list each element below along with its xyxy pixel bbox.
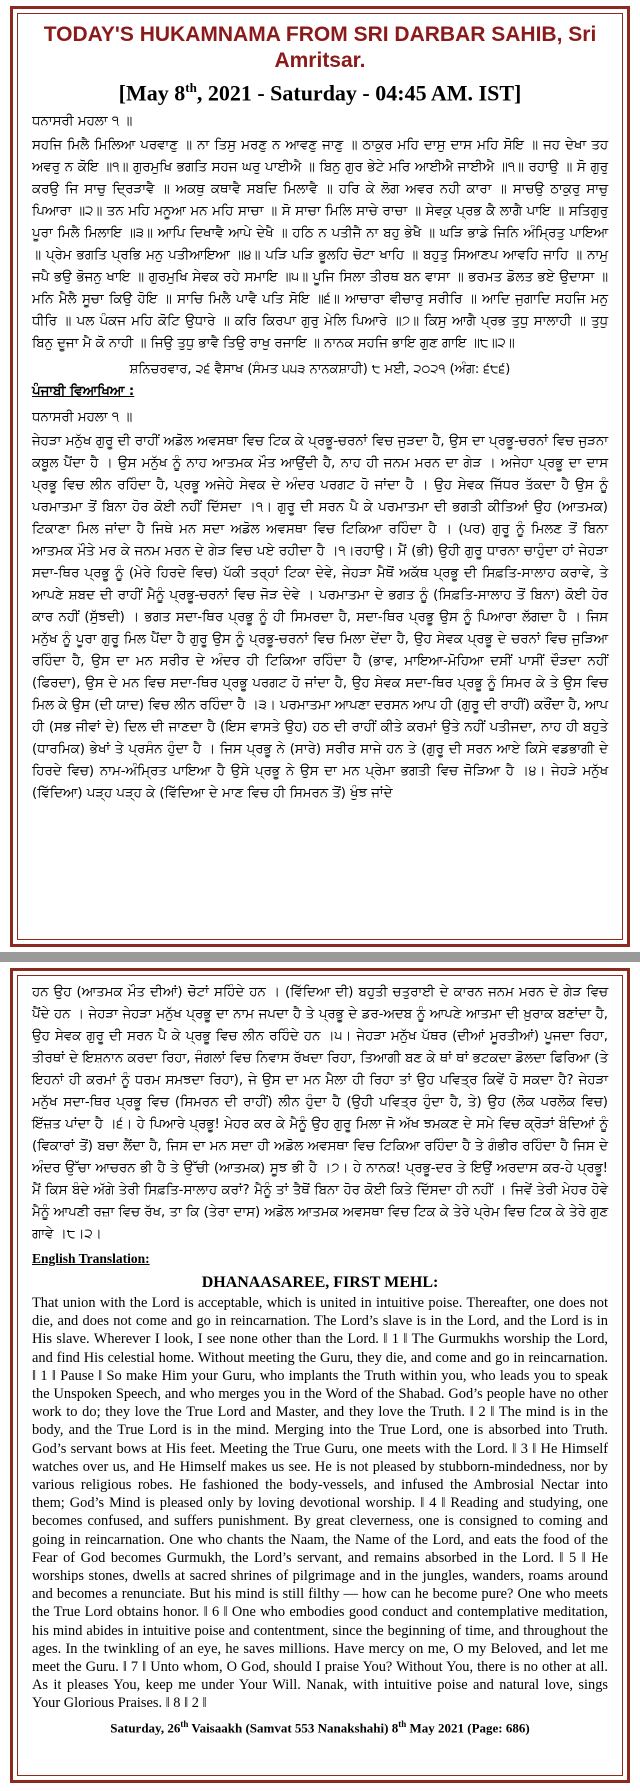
english-date-c: May 2021 (Page: 686) [406,1720,530,1735]
gurmukhi-date-line: ਸ਼ਨਿਚਰਵਾਰ, ੨੬ ਵੈਸਾਖ (ਸੰਮਤ ੫੫੩ ਨਾਨਕਸ਼ਾਹੀ) ੮ ਮਈ, ੨੦੨੧ (ਅੰਗ: ੬੮੬) [129,362,511,378]
date-header-suffix: , 2021 - Saturday - 04:45 AM. IST] [196,80,522,106]
date-header [32,74,608,107]
english-date-b: Vaisaakh (Samvat 553 Nanakshahi) 8 [188,1720,399,1735]
english-date-line [32,1715,608,1737]
english-date-a: Saturday, 26 [110,1720,181,1735]
punjabi-explanation-label: ਪੰਜਾਬੀ ਵਿਆਖਿਆ : [32,384,135,400]
bottom-panel [10,968,630,1783]
punjabi-explanation-text-part2: ਹਨ ਉਹ (ਆਤਮਕ ਮੌਤ ਦੀਆਂ) ਚੋਟਾਂ ਸਹਿੰਦੇ ਹਨ । (ਵਿੱਦਿਆ ਦੀ) ਬਹੁਤੀ ਚਤੁਰਾਈ ਦੇ ਕਾਰਨ ਜਨਮ ਮਰਨ ਦੇ ਗੇੜ ਵਿਚ ਪੈਂਦੇ ਹਨ । ਜੇਹੜਾ ਜੇਹੜਾ ਮਨੁੱਖ ਪ੍ਰਭੂ ਦਾ ਨਾਮ ਜਪਦਾ ਹੈ ਤੇ ਪ੍ਰਭੂ ਦੇ ਡਰ-ਅਦਬ ਨੂੰ ਆਪਣੇ ਆਤਮਾ ਦੀ ਖ਼ੁਰਾਕ ਬਣਾਂਦਾ ਹੈ, ਉਹ ਸੇਵਕ ਗੁਰੂ ਦੀ ਸਰਨ ਪੈ ਕੇ ਪ੍ਰਭੂ ਵਿਚ ਲੀਨ ਰਹਿੰਦੇ ਹਨ ।੫। ਜੇਹੜਾ ਮਨੁੱਖ ਪੱਥਰ (ਦੀਆਂ ਮੂਰਤੀਆਂ) ਪੂਜਦਾ ਰਿਹਾ, ਤੀਰਥਾਂ ਦੇ ਇਸ਼ਨਾਨ ਕਰਦਾ ਰਿਹਾ, ਜੰਗਲਾਂ ਵਿਚ ਨਿਵਾਸ ਰੱਖਦਾ ਰਿਹਾ, ਤਿਆਗੀ ਬਣ ਕੇ ਥਾਂ ਥਾਂ ਭਟਕਦਾ ਡੋਲਦਾ ਫਿਰਿਆ (ਤੇ ਇਹਨਾਂ ਹੀ ਕਰਮਾਂ ਨੂੰ ਧਰਮ ਸਮਝਦਾ ਰਿਹਾ), ਜੇ ਉਸ ਦਾ ਮਨ ਮੈਲਾ ਹੀ ਰਿਹਾ ਤਾਂ ਉਹ ਪਵਿਤ੍ਰ ਕਿਵੇਂ ਹੋ ਸਕਦਾ ਹੈ? ਜੇਹੜਾ ਮਨੁੱਖ ਸਦਾ-ਥਿਰ ਪ੍ਰਭੂ ਵਿਚ (ਸਿਮਰਨ ਦੀ ਰਾਹੀਂ) ਲੀਨ ਹੁੰਦਾ ਹੈ (ਉਹੀ ਪਵਿਤ੍ਰ ਹੁੰਦਾ ਹੈ, ਤੇ) ਉਹ (ਲੋਕ ਪਰਲੋਕ ਵਿਚ) ਇੱਜ਼ਤ ਪਾਂਦਾ ਹੈ ।੬। ਹੇ ਪਿਆਰੇ ਪ੍ਰਭੂ! ਮੇਹਰ ਕਰ ਕੇ ਮੈਨੂੰ ਉਹ ਗੁਰੂ ਮਿਲਾ ਜੋ ਅੱਖ ਝਮਕਣ ਦੇ ਸਮੇ ਵਿਚ ਕ੍ਰੋੜਾਂ ਬੰਦਿਆਂ ਨੂੰ (ਵਿਕਾਰਾਂ ਤੋਂ) ਬਚਾ ਲੈਂਦਾ ਹੈ, ਜਿਸ ਦਾ ਮਨ ਸਦਾ ਹੀ ਅਡੋਲ ਅਵਸਥਾ ਵਿਚ ਟਿਕਿਆ ਰਹਿੰਦਾ ਹੈ ਤੇ ਗੰਭੀਰ ਰਹਿੰਦਾ ਹੈ ਜਿਸ ਦੇ ਅੰਦਰ ਉੱਚਾ ਆਚਰਨ ਭੀ ਹੈ ਤੇ ਉੱਚੀ (ਆਤਮਕ) ਸੂਝ ਭੀ ਹੈ ।੭। ਹੇ ਨਾਨਕ! ਪ੍ਰਭੂ-ਦਰ ਤੇ ਇਉਂ ਅਰਦਾਸ ਕਰ-ਹੇ ਪ੍ਰਭੂ! ਮੈਂ ਕਿਸ ਬੰਦੇ ਅੱਗੇ ਤੇਰੀ ਸਿਫ਼ਤਿ-ਸਾਲਾਹ ਕਰਾਂ? ਮੈਨੂੰ ਤਾਂ ਤੈਥੋਂ ਬਿਨਾ ਹੋਰ ਕੋਈ ਕਿਤੇ ਦਿੱਸਦਾ ਹੀ ਨਹੀਂ । ਜਿਵੇਂ ਤੇਰੀ ਮੇਹਰ ਹੋਵੇ ਮੈਨੂੰ ਆਪਣੀ ਰਜ਼ਾ ਵਿਚ ਰੱਖ, ਤਾ ਕਿ (ਤੇਰਾ ਦਾਸ) ਅਡੋਲ ਆਤਮਕ ਅਵਸਥਾ ਵਿਚ ਟਿਕ ਕੇ ਤੇਰੇ ਪ੍ਰੇਮ ਵਿਚ ਟਿਕ ਕੇ ਤੇਰੇ ਗੁਣ ਗਾਵੇ ।੮।੨। [32,985,608,1242]
date-header-prefix: [May 8 [118,80,186,106]
date-header-sup: th [185,80,197,95]
english-date-a-sup: th [180,1718,189,1729]
explanation-heading: ਧਨਾਸਰੀ ਮਹਲਾ ੧ ॥ [32,410,133,426]
hukamnama-text: ਸਹਜਿ ਮਿਲੈ ਮਿਲਿਆ ਪਰਵਾਣੁ ॥ ਨਾ ਤਿਸੁ ਮਰਣੁ ਨ ਆਵਣੁ ਜਾਣੁ ॥ ਠਾਕੁਰ ਮਹਿ ਦਾਸੁ ਦਾਸ ਮਹਿ ਸੋਇ ॥ ਜਹ ਦੇਖਾ ਤਹ ਅਵਰੁ ਨ ਕੋਇ ॥੧॥ ਗੁਰਮੁਖਿ ਭਗਤਿ ਸਹਜ ਘਰੁ ਪਾਈਐ ॥ ਬਿਨੁ ਗੁਰ ਭੇਟੇ ਮਰਿ ਆਈਐ ਜਾਈਐ ॥੧॥ ਰਹਾਉ ॥ ਸੋ ਗੁਰੁ ਕਰਉ ਜਿ ਸਾਚੁ ਦ੍ਰਿੜਾਵੈ ॥ ਅਕਥੁ ਕਥਾਵੈ ਸਬਦਿ ਮਿਲਾਵੈ ॥ ਹਰਿ ਕੇ ਲੋਗ ਅਵਰ ਨਹੀ ਕਾਰਾ ॥ ਸਾਚਉ ਠਾਕੁਰੁ ਸਾਚੁ ਪਿਆਰਾ ॥੨॥ ਤਨ ਮਹਿ ਮਨੂਆ ਮਨ ਮਹਿ ਸਾਚਾ ॥ ਸੋ ਸਾਚਾ ਮਿਲਿ ਸਾਚੇ ਰਾਚਾ ॥ ਸੇਵਕੁ ਪ੍ਰਭ ਕੈ ਲਾਗੈ ਪਾਇ ॥ ਸਤਿਗੁਰੁ ਪੂਰਾ ਮਿਲੈ ਮਿਲਾਇ ॥੩॥ ਆਪਿ ਦਿਖਾਵੈ ਆਪੇ ਦੇਖੈ ॥ ਹਠਿ ਨ ਪਤੀਜੈ ਨਾ ਬਹੁ ਭੇਖੈ ॥ ਘੜਿ ਭਾਡੇ ਜਿਨਿ ਅੰਮ੍ਰਿਤੁ ਪਾਇਆ ॥ ਪ੍ਰੇਮ ਭਗਤਿ ਪ੍ਰਭਿ ਮਨੁ ਪਤੀਆਇਆ ॥੪॥ ਪੜਿ ਪੜਿ ਭੂਲਹਿ ਚੋਟਾ ਖਾਹਿ ॥ ਬਹੁਤੁ ਸਿਆਣਪ ਆਵਹਿ ਜਾਹਿ ॥ ਨਾਮੁ ਜਪੈ ਭਉ ਭੋਜਨੁ ਖਾਇ ॥ ਗੁਰਮੁਖਿ ਸੇਵਕ ਰਹੇ ਸਮਾਇ ॥੫॥ ਪੂਜਿ ਸਿਲਾ ਤੀਰਥ ਬਨ ਵਾਸਾ ॥ ਭਰਮਤ ਡੋਲਤ ਭਏ ਉਦਾਸਾ ॥ ਮਨਿ ਮੈਲੈ ਸੂਚਾ ਕਿਉ ਹੋਇ ॥ ਸਾਚਿ ਮਿਲੈ ਪਾਵੈ ਪਤਿ ਸੋਇ ॥੬॥ ਆਚਾਰਾ ਵੀਚਾਰੁ ਸਰੀਰਿ ॥ ਆਦਿ ਜੁਗਾਦਿ ਸਹਜਿ ਮਨੁ ਧੀਰਿ ॥ ਪਲ ਪੰਕਜ ਮਹਿ ਕੋਟਿ ਉਧਾਰੇ ॥ ਕਰਿ ਕਿਰਪਾ ਗੁਰੁ ਮੇਲਿ ਪਿਆਰੇ ॥੭॥ ਕਿਸੁ ਆਗੈ ਪ੍ਰਭ ਤੁਧੁ ਸਾਲਾਹੀ ॥ ਤੁਧੁ ਬਿਨੁ ਦੂਜਾ ਮੈ ਕੋ ਨਾਹੀ ॥ ਜਿਉ ਤੁਧੁ ਭਾਵੈ ਤਿਉ ਰਾਖੁ ਰਜਾਇ ॥ ਨਾਨਕ ਸਹਜਿ ਭਾਇ ਗੁਣ ਗਾਇ ॥੮॥੨॥ [32,138,608,352]
english-translation-label: English Translation: [32,1251,150,1266]
page-title: TODAY'S HUKAMNAMA FROM SRI DARBAR SAHIB, Sri Amritsar. [43,23,597,72]
punjabi-explanation-text-part1: ਜੇਹੜਾ ਮਨੁੱਖ ਗੁਰੂ ਦੀ ਰਾਹੀਂ ਅਡੋਲ ਅਵਸਥਾ ਵਿਚ ਟਿਕ ਕੇ ਪ੍ਰਭੂ-ਚਰਨਾਂ ਵਿਚ ਜੁੜਦਾ ਹੈ, ਉਸ ਦਾ ਪ੍ਰਭੂ-ਚਰਨਾਂ ਵਿਚ ਜੁੜਨਾ ਕਬੂਲ ਪੈਂਦਾ ਹੈ । ਉਸ ਮਨੁੱਖ ਨੂੰ ਨਾਹ ਆਤਮਕ ਮੌਤ ਆਉਂਦੀ ਹੈ, ਨਾਹ ਹੀ ਜਨਮ ਮਰਨ ਦਾ ਗੇੜ । ਅਜੇਹਾ ਪ੍ਰਭੂ ਦਾ ਦਾਸ ਪ੍ਰਭੂ ਵਿਚ ਲੀਨ ਰਹਿੰਦਾ ਹੈ, ਪ੍ਰਭੂ ਅਜੇਹੇ ਸੇਵਕ ਦੇ ਅੰਦਰ ਪਰਗਟ ਹੋ ਜਾਂਦਾ ਹੈ । ਉਹ ਸੇਵਕ ਜਿੱਧਰ ਤੱਕਦਾ ਹੈ ਉਸ ਨੂੰ ਪਰਮਾਤਮਾ ਤੋਂ ਬਿਨਾ ਹੋਰ ਕੋਈ ਨਹੀਂ ਦਿੱਸਦਾ ।੧। ਗੁਰੂ ਦੀ ਸਰਨ ਪੈ ਕੇ ਪਰਮਾਤਮਾ ਦੀ ਭਗਤੀ ਕੀਤਿਆਂ ਉਹ (ਆਤਮਕ) ਟਿਕਾਣਾ ਮਿਲ ਜਾਂਦਾ ਹੈ ਜਿਥੇ ਮਨ ਸਦਾ ਅਡੋਲ ਅਵਸਥਾ ਵਿਚ ਟਿਕਿਆ ਰਹਿੰਦਾ ਹੈ । (ਪਰ) ਗੁਰੂ ਨੂੰ ਮਿਲਣ ਤੋਂ ਬਿਨਾ ਆਤਮਕ ਮੌਤੇ ਮਰ ਕੇ ਜਨਮ ਮਰਨ ਦੇ ਗੇੜ ਵਿਚ ਪਏ ਰਹੀਦਾ ਹੈ ।੧।ਰਹਾਉ। ਮੈਂ (ਭੀ) ਉਹੀ ਗੁਰੂ ਧਾਰਨਾ ਚਾਹੁੰਦਾ ਹਾਂ ਜੇਹੜਾ ਸਦਾ-ਥਿਰ ਪ੍ਰਭੂ ਨੂੰ (ਮੇਰੇ ਹਿਰਦੇ ਵਿਚ) ਪੱਕੀ ਤਰ੍ਹਾਂ ਟਿਕਾ ਦੇਵੇ, ਜੇਹੜਾ ਮੈਥੋਂ ਅਕੱਥ ਪ੍ਰਭੂ ਦੀ ਸਿਫ਼ਤਿ-ਸਾਲਾਹ ਕਰਾਵੇ, ਤੇ ਆਪਣੇ ਸ਼ਬਦ ਦੀ ਰਾਹੀਂ ਮੈਨੂੰ ਪ੍ਰਭੂ-ਚਰਨਾਂ ਵਿਚ ਜੋੜ ਦੇਵੇ । ਪਰਮਾਤਮਾ ਦੇ ਭਗਤ ਨੂੰ (ਸਿਫ਼ਤਿ-ਸਾਲਾਹ ਤੋਂ ਬਿਨਾ) ਕੋਈ ਹੋਰ ਕਾਰ ਨਹੀਂ (ਸੁੱਝਦੀ) । ਭਗਤ ਸਦਾ-ਥਿਰ ਪ੍ਰਭੂ ਨੂੰ ਹੀ ਸਿਮਰਦਾ ਹੈ, ਸਦਾ-ਥਿਰ ਪ੍ਰਭੂ ਉਸ ਨੂੰ ਪਿਆਰਾ ਲੱਗਦਾ ਹੈ । ਜਿਸ ਮਨੁੱਖ ਨੂੰ ਪੂਰਾ ਗੁਰੂ ਮਿਲ ਪੈਂਦਾ ਹੈ ਗੁਰੂ ਉਸ ਨੂੰ ਪ੍ਰਭੂ-ਚਰਨਾਂ ਵਿਚ ਮਿਲਾ ਦੇਂਦਾ ਹੈ, ਉਹ ਸੇਵਕ ਪ੍ਰਭੂ ਦੇ ਚਰਨਾਂ ਵਿਚ ਜੁੜਿਆ ਰਹਿੰਦਾ ਹੈ, ਉਸ ਦਾ ਮਨ ਸਰੀਰ ਦੇ ਅੰਦਰ ਹੀ ਟਿਕਿਆ ਰਹਿੰਦਾ ਹੈ (ਭਾਵ, ਮਾਇਆ-ਮੋਹਿਆ ਦਸੀਂ ਪਾਸੀਂ ਦੌੜਦਾ ਨਹੀਂ (ਫਿਰਦਾ), ਉਸ ਦੇ ਮਨ ਵਿਚ ਸਦਾ-ਥਿਰ ਪ੍ਰਭੂ ਪਰਗਟ ਹੋ ਜਾਂਦਾ ਹੈ, ਉਹ ਸੇਵਕ ਸਦਾ-ਥਿਰ ਪ੍ਰਭੂ ਨੂੰ ਸਿਮਰ ਕੇ ਤੇ ਉਸ ਵਿਚ ਮਿਲ ਕੇ ਉਸ (ਦੀ ਯਾਦ) ਵਿਚ ਲੀਨ ਰਹਿੰਦਾ ਹੈ ।੩। ਪਰਮਾਤਮਾ ਆਪਣਾ ਦਰਸਨ ਆਪ ਹੀ (ਗੁਰੂ ਦੀ ਰਾਹੀਂ) ਕਰੌਂਦਾ ਹੈ, ਆਪ ਹੀ (ਸਭ ਜੀਵਾਂ ਦੇ) ਦਿਲ ਦੀ ਜਾਣਦਾ ਹੈ (ਇਸ ਵਾਸਤੇ ਉਹ) ਹਠ ਦੀ ਰਾਹੀਂ ਕੀਤੇ ਕਰਮਾਂ ਉਤੇ ਨਹੀਂ ਪਤੀਜਦਾ, ਨਾਹ ਹੀ ਬਹੁਤੇ (ਧਾਰਮਿਕ) ਭੇਖਾਂ ਤੇ ਪ੍ਰਸੰਨ ਹੁੰਦਾ ਹੈ । ਜਿਸ ਪ੍ਰਭੂ ਨੇ (ਸਾਰੇ) ਸਰੀਰ ਸਾਜੇ ਹਨ ਤੇ (ਗੁਰੂ ਦੀ ਸਰਨ ਆਏ ਕਿਸੇ ਵਡਭਾਗੀ ਦੇ ਹਿਰਦੇ ਵਿਚ) ਨਾਮ-ਅੰਮ੍ਰਿਤ ਪਾਇਆ ਹੈ ਉਸੇ ਪ੍ਰਭੂ ਨੇ ਉਸ ਦਾ ਮਨ ਪ੍ਰੇਮਾ ਭਗਤੀ ਵਿਚ ਜੋੜਿਆ ਹੈ ।੪। ਜੇਹੜੇ ਮਨੁੱਖ (ਵਿੱਦਿਆ) ਪੜ੍ਹ ਪੜ੍ਹ ਕੇ (ਵਿੱਦਿਆ ਦੇ ਮਾਣ ਵਿਚ ਹੀ ਸਿਮਰਨ ਤੋਂ) ਖੁੰਝ ਜਾਂਦੇ [32,434,608,802]
english-translation-text: That union with the Lord is acceptable, which is united in intuitive poise. Thereafter, one does not die, and does not come and go in reincarnation. The Lord’s slave is in the Lord, and the Lord is in His slave. Wherever I look, I see none other than the Lord. ‖ 1 ‖ The Gurmukhs worship the Lord, and find His celestial home. Without meeting the Guru, they die, and come and go in reincarnation. ‖ 1 ‖ Pause ‖ So make Him your Guru, who implants the Truth within you, who leads you to speak the Unspoken Speech, and who merges you in the Word of the Shabad. God’s people have no other work to do; they love the True Lord and Master, and they love the Truth. ‖ 2 ‖ The mind is in the body, and the True Lord is in the mind. Merging into the True Lord, one is absorbed into Truth. God’s servant bows at His feet. Meeting the True Guru, one meets with the Lord. ‖ 3 ‖ He Himself watches over us, and He Himself makes us see. He is not pleased by stubborn-mindedness, nor by various religious robes. He fashioned the body-vessels, and infused the Ambrosial Nectar into them; God’s Mind is pleased only by loving devotional worship. ‖ 4 ‖ Reading and studying, one becomes confused, and suffers punishment. By great cleverness, one is consigned to coming and going in reincarnation. One who chants the Naam, the Name of the Lord, and eats the food of the Fear of God becomes Gurmukh, the Lord’s servant, and remains absorbed in the Lord. ‖ 5 ‖ He worships stones, dwells at sacred shrines of pilgrimage and in the jungles, wanders, roams around and becomes a renunciate. But his mind is still filthy — how can he become pure? One who meets the True Lord obtains honor. ‖ 6 ‖ One who embodies good conduct and contemplative meditation, his mind abides in intuitive poise and contentment, since the beginning of time, and throughout the ages. In the twinkling of an eye, he saves millions. Have mercy on me, O my Beloved, and let me meet the Guru. ‖ 7 ‖ Unto whom, O God, should I praise You? Without You, there is no other at all. As it pleases You, keep me under Your Will. Nanak, with intuitive poise and natural love, sings Your Glorious Praises. ‖ 8 ‖ 2 ‖ [32,1295,608,1712]
english-date-b-sup: th [398,1718,407,1729]
bottom-panel-inner [17,975,623,1776]
top-panel [10,6,630,947]
top-panel-inner [17,13,623,940]
english-heading: DHANAASAREE, FIRST MEHL: [201,1274,439,1291]
section-divider [0,952,640,962]
raag-heading: ਧਨਾਸਰੀ ਮਹਲਾ ੧ ॥ [32,114,133,130]
